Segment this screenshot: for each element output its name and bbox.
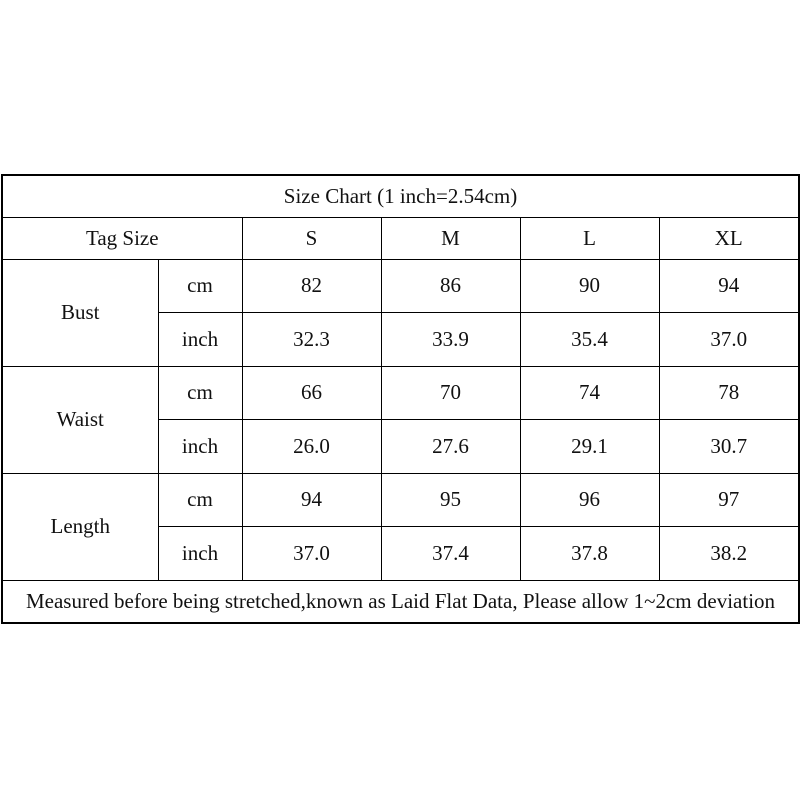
table-cell: 26.0 [242,419,381,473]
table-cell: 32.3 [242,312,381,366]
header-row [2,217,799,259]
group-label-waist: Waist [2,366,158,473]
unit-label: cm [158,473,242,526]
size-header-xl: XL [659,217,799,259]
chart-title: Size Chart (1 inch=2.54cm) [2,175,799,217]
unit-label: cm [158,259,242,312]
table-cell: 37.8 [520,526,659,580]
note-row [2,580,799,623]
table-cell: 74 [520,366,659,419]
unit-label: cm [158,366,242,419]
table-cell: 38.2 [659,526,799,580]
table-row [2,473,799,526]
table-cell: 96 [520,473,659,526]
unit-label: inch [158,526,242,580]
table-cell: 27.6 [381,419,520,473]
table-cell: 37.0 [242,526,381,580]
size-header-s: S [242,217,381,259]
table-cell: 86 [381,259,520,312]
size-chart-table [1,174,800,624]
table-cell: 95 [381,473,520,526]
deviation-note: Measured before being stretched,known as Laid Flat Data, Please allow 1~2cm deviation [2,580,799,623]
table-row [2,366,799,419]
size-header-l: L [520,217,659,259]
table-cell: 78 [659,366,799,419]
size-header-m: M [381,217,520,259]
unit-label: inch [158,312,242,366]
table-cell: 66 [242,366,381,419]
table-cell: 37.0 [659,312,799,366]
tag-size-header: Tag Size [2,217,242,259]
table-cell: 94 [659,259,799,312]
table-cell: 94 [242,473,381,526]
table-cell: 90 [520,259,659,312]
table-cell: 33.9 [381,312,520,366]
group-label-bust: Bust [2,259,158,366]
table-cell: 29.1 [520,419,659,473]
group-label-length: Length [2,473,158,580]
table-cell: 82 [242,259,381,312]
table-row [2,259,799,312]
unit-label: inch [158,419,242,473]
table-cell: 30.7 [659,419,799,473]
title-row [2,175,799,217]
table-cell: 35.4 [520,312,659,366]
table-cell: 97 [659,473,799,526]
table-cell: 37.4 [381,526,520,580]
table-cell: 70 [381,366,520,419]
